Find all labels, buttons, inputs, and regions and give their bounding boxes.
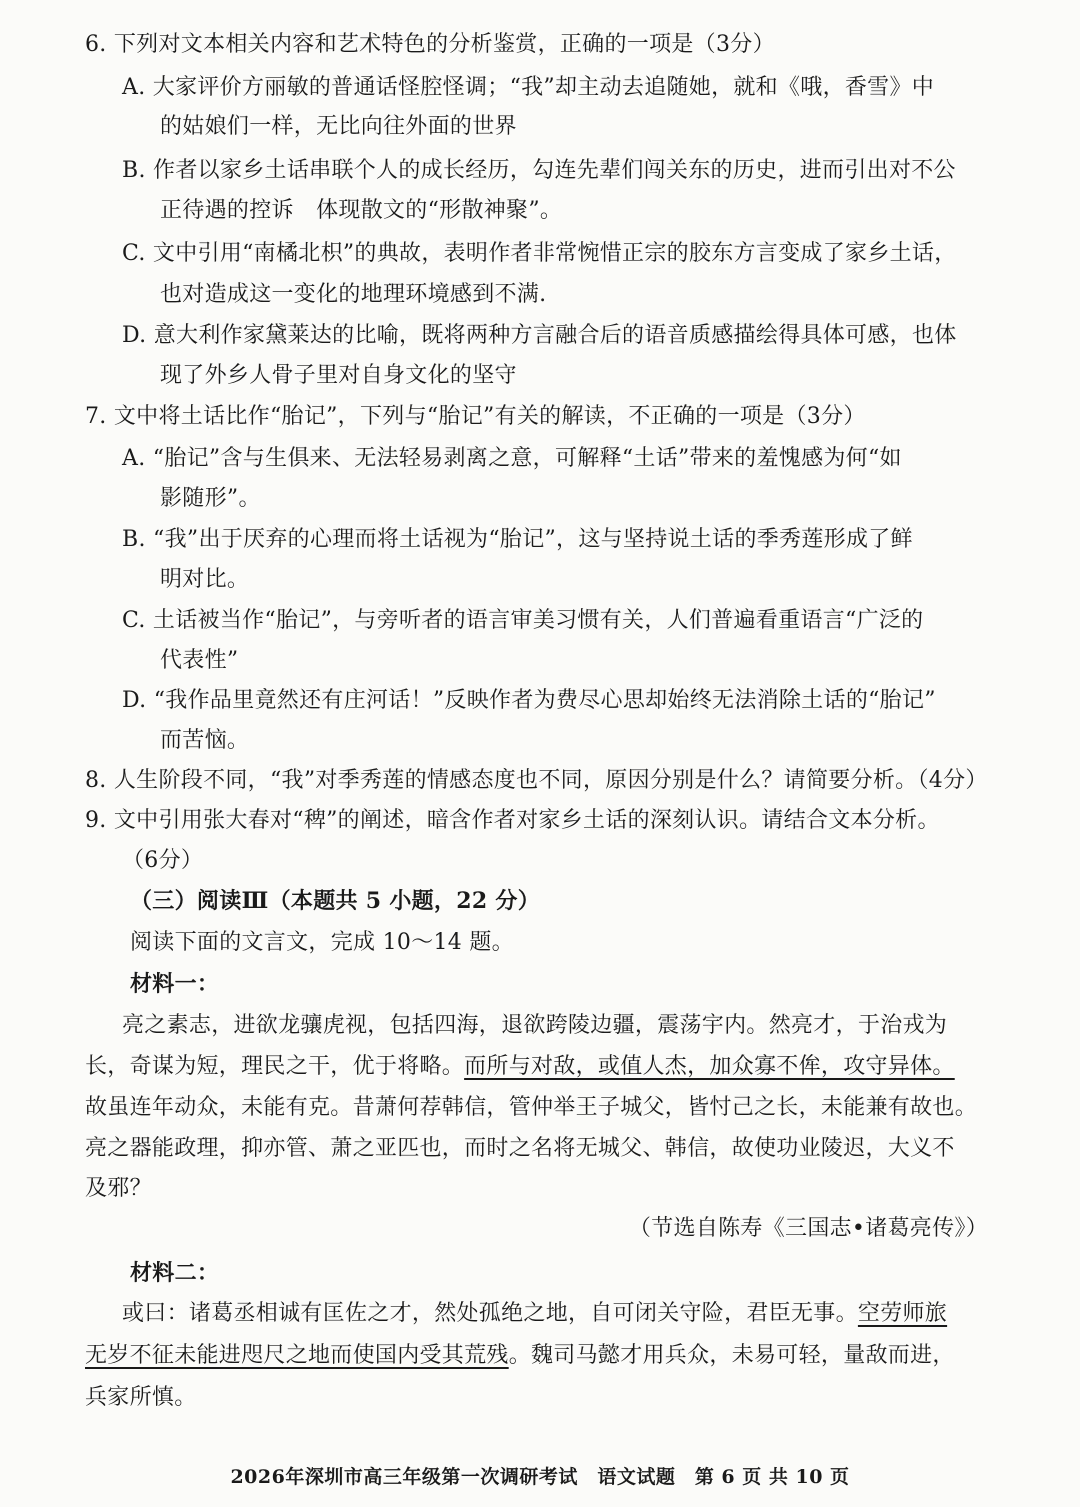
material2-line2-plain: 。魏司马懿才用兵众，未易可轻，量敌而进， <box>508 1343 955 1368</box>
q6-option-d-line1: D. 意大利作家黛莱达的比喻，既将两种方言融合后的语音质感描绘得具体可感，也体 <box>122 323 957 348</box>
material2-line1-plain: 或曰：诸葛丞相诚有匡佐之才，然处孤绝之地，自可闭关守险，君臣无事。 <box>122 1301 858 1326</box>
q7-option-d-line1: D. “我作品里竟然还有庄河话！”反映作者为费尽心思却始终无法消除土话的“胎记” <box>122 688 936 713</box>
q6-option-a-line1: A. 大家评价方丽敏的普通话怪腔怪调；“我”却主动去追随她，就和《哦，香雪》中 <box>122 75 935 100</box>
q6-option-c-line2: 也对造成这一变化的地理环境感到不满. <box>160 282 547 307</box>
q7-stem: 7. 文中将土话比作“胎记”，下列与“胎记”有关的解读，不正确的一项是（3分） <box>85 404 866 429</box>
q7-option-b-line1: B. “我”出于厌弃的心理而将土话视为“胎记”，这与坚持说土话的季秀莲形成了鲜 <box>122 527 913 552</box>
material2-line2 <box>85 1341 955 1371</box>
q7-option-b-line2: 明对比。 <box>160 567 250 592</box>
material1-label: 材料一： <box>130 971 220 997</box>
q7-option-a-line2: 影随形”。 <box>160 486 261 511</box>
material1-line3: 故虽连年动众，未能有克。昔萧何荐韩信，管仲举王子城父，皆忖己之长，未能兼有故也。 <box>85 1095 978 1120</box>
material1-line2-plain: 长，奇谋为短，理民之干，优于将略。 <box>85 1054 465 1079</box>
material1-line1: 亮之素志，进欲龙骧虎视，包括四海，退欲跨陵边疆，震荡宇内。然亮才，于治戎为 <box>122 1013 948 1038</box>
q9-line2: （6分） <box>122 848 204 873</box>
page-footer: 2026年深圳市高三年级第一次调研考试 语文试题 第 6 页 共 10 页 <box>230 1466 850 1488</box>
material2-underlined-start: 空劳师旅 <box>857 1301 948 1326</box>
q6-option-b-line2: 正待遇的控诉 体现散文的“形散神聚”。 <box>160 198 563 223</box>
q6-option-a-line2: 的姑娘们一样，无比向往外面的世界 <box>160 114 517 139</box>
section-intro: 阅读下面的文言文，完成 10～14 题。 <box>130 930 514 955</box>
material1-source: （节选自陈寿《三国志•诸葛亮传》） <box>628 1216 988 1241</box>
q8-text: 8. 人生阶段不同，“我”对季秀莲的情感态度也不同，原因分别是什么？请简要分析。（4分） <box>85 768 988 793</box>
material1-line4: 亮之器能政理，抑亦管、萧之亚匹也，而时之名将无城父、韩信，故使功业陵迟，大义不 <box>85 1136 955 1161</box>
q6-option-b-line1: B. 作者以家乡土话串联个人的成长经历，勾连先辈们闯关东的历史，进而引出对不公 <box>122 158 956 183</box>
q7-option-d-line2: 而苦恼。 <box>160 728 250 753</box>
material2-label: 材料二： <box>130 1260 220 1286</box>
material1-line2 <box>85 1052 955 1082</box>
q6-option-d-line2: 现了外乡人骨子里对自身文化的坚守 <box>160 363 517 388</box>
material1-line5: 及邪？ <box>85 1176 152 1201</box>
q9-line1: 9. 文中引用张大春对“稗”的阐述，暗含作者对家乡土话的深刻认识。请结合文本分析。 <box>85 808 940 833</box>
material1-underlined-sentence: 而所与对敌，或值人杰，加众寡不侔，攻守异体。 <box>464 1054 955 1079</box>
q7-option-c-line2: 代表性” <box>160 648 239 673</box>
q7-option-c-line1: C. 土话被当作“胎记”，与旁听者的语言审美习惯有关，人们普遍看重语言“广泛的 <box>122 608 924 633</box>
material2-underlined-end: 无岁不征未能进咫尺之地而使国内受其荒残 <box>85 1343 509 1368</box>
q7-option-a-line1: A. “胎记”含与生俱来、无法轻易剥离之意，可解释“土话”带来的羞愧感为何“如 <box>122 446 902 471</box>
q6-option-c-line1: C. 文中引用“南橘北枳”的典故，表明作者非常惋惜正宗的胶东方言变成了家乡土话， <box>122 241 957 266</box>
material2-line3: 兵家所慎。 <box>85 1385 197 1410</box>
material2-line1 <box>122 1299 947 1329</box>
q6-stem: 6. 下列对文本相关内容和艺术特色的分析鉴赏，正确的一项是（3分） <box>85 32 775 57</box>
section-title: （三）阅读Ⅲ（本题共 5 小题，22 分） <box>130 888 540 914</box>
